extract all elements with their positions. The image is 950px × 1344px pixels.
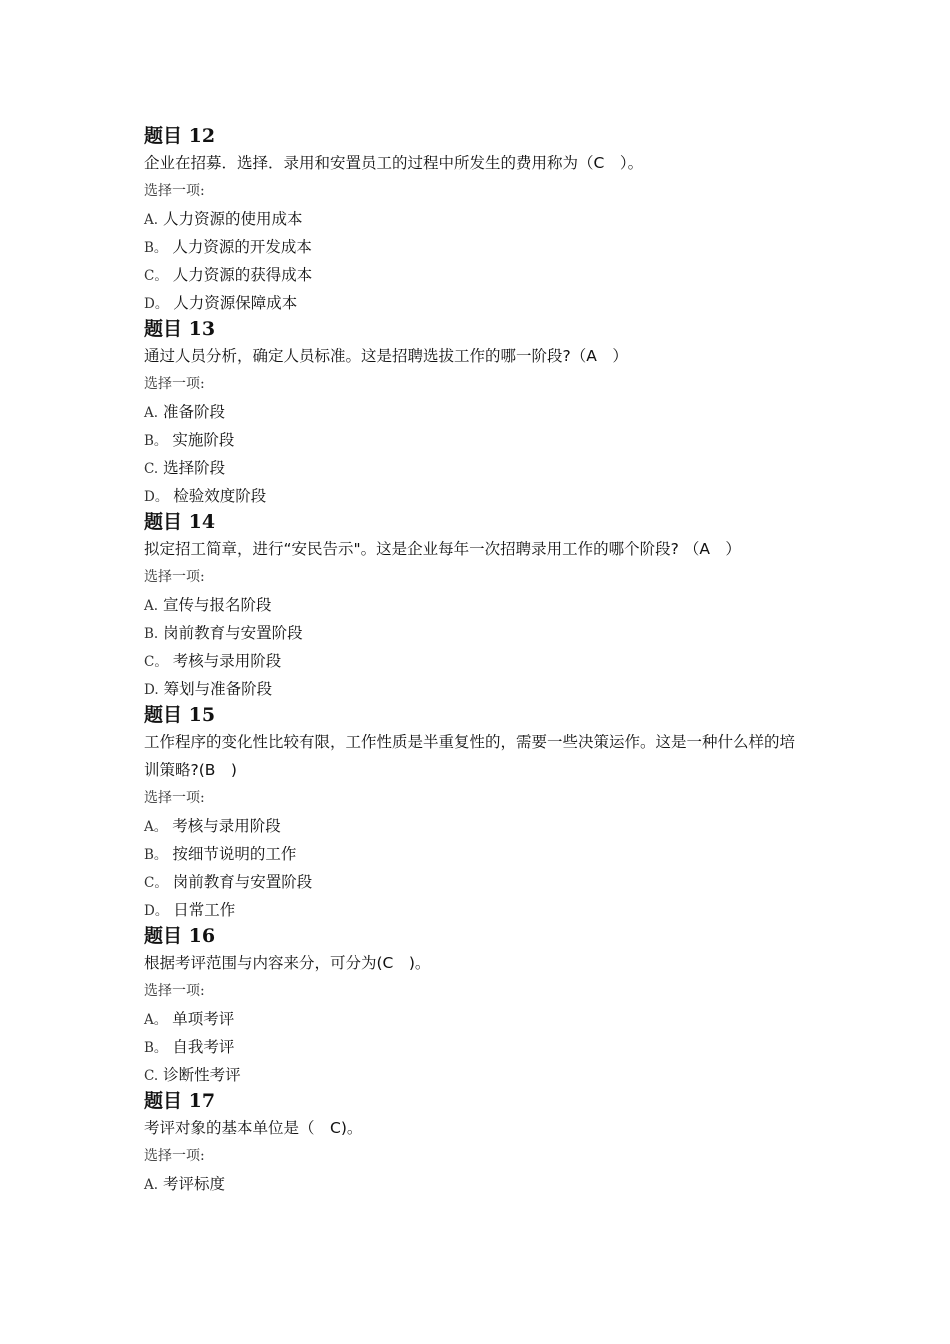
option-d[interactable]	[144, 289, 824, 317]
option-a[interactable]	[144, 398, 824, 426]
option-a[interactable]	[144, 812, 824, 840]
option-text: 选择阶段	[163, 459, 226, 477]
option-text: 考评标度	[162, 1175, 225, 1193]
option-text: 检验效度阶段	[173, 487, 267, 505]
option-a[interactable]	[144, 591, 824, 619]
option-key: B。	[144, 433, 168, 449]
option-key: A.	[144, 405, 159, 421]
question-12	[144, 124, 824, 317]
option-a[interactable]	[144, 1005, 824, 1033]
option-key: D。	[144, 296, 169, 312]
option-b[interactable]	[144, 1033, 824, 1061]
option-text: 岗前教育与安置阶段	[163, 624, 303, 642]
option-text: 准备阶段	[162, 403, 225, 421]
choose-one-prompt: 选择一项:	[144, 1148, 205, 1164]
question-title: 题目 17	[144, 1090, 216, 1112]
option-c[interactable]	[144, 647, 824, 675]
option-key: A。	[144, 1012, 168, 1028]
question-title: 题目 12	[144, 125, 216, 147]
choose-one-prompt: 选择一项:	[144, 983, 205, 999]
option-key: C。	[144, 654, 168, 670]
choose-one-prompt: 选择一项:	[144, 790, 205, 806]
option-key: A.	[144, 1177, 159, 1193]
question-title: 题目 13	[144, 318, 216, 340]
question-16	[144, 924, 824, 1089]
option-text: 人力资源的使用成本	[162, 210, 303, 228]
option-text: 人力资源的开发成本	[172, 238, 312, 256]
option-d[interactable]	[144, 482, 824, 510]
option-text: 岗前教育与安置阶段	[172, 873, 313, 891]
option-c[interactable]	[144, 1061, 824, 1089]
option-b[interactable]	[144, 840, 824, 868]
option-d[interactable]	[144, 896, 824, 924]
option-c[interactable]	[144, 261, 824, 289]
option-text: 考核与录用阶段	[172, 652, 282, 670]
option-d[interactable]	[144, 675, 824, 703]
question-15	[144, 703, 824, 924]
option-key: B。	[144, 1040, 168, 1056]
question-title: 题目 15	[144, 704, 216, 726]
option-key: C。	[144, 875, 168, 891]
question-text: 通过人员分析，确定人员标准。这是招聘选拔工作的哪一阶段?（A ）	[144, 347, 628, 365]
option-text: 人力资源的获得成本	[172, 266, 313, 284]
question-title: 题目 14	[144, 511, 216, 533]
question-text: 拟定招工简章，进行“安民告示"。这是企业每年一次招聘录用工作的哪个阶段? （A ）	[144, 540, 741, 558]
option-key: C。	[144, 268, 168, 284]
option-text: 诊断性考评	[163, 1066, 241, 1084]
option-key: A.	[144, 598, 159, 614]
choose-one-prompt: 选择一项:	[144, 569, 205, 585]
option-text: 考核与录用阶段	[172, 817, 281, 835]
option-text: 实施阶段	[172, 431, 235, 449]
option-c[interactable]	[144, 454, 824, 482]
option-a[interactable]	[144, 205, 824, 233]
option-key: D.	[144, 682, 159, 698]
question-text: 企业在招募．选择．录用和安置员工的过程中所发生的费用称为（C ）。	[144, 154, 644, 172]
option-b[interactable]	[144, 233, 824, 261]
option-text: 单项考评	[172, 1010, 235, 1028]
choose-one-prompt: 选择一项:	[144, 376, 205, 392]
option-c[interactable]	[144, 868, 824, 896]
option-text: 人力资源保障成本	[173, 294, 298, 312]
option-text: 日常工作	[173, 901, 236, 919]
question-title: 题目 16	[144, 925, 216, 947]
option-a[interactable]	[144, 1170, 824, 1198]
question-13	[144, 317, 824, 510]
option-text: 筹划与准备阶段	[163, 680, 273, 698]
option-key: A。	[144, 819, 168, 835]
option-key: C.	[144, 461, 159, 477]
option-key: D。	[144, 903, 169, 919]
option-key: B。	[144, 240, 168, 256]
question-text: 考评对象的基本单位是（ C)。	[144, 1119, 363, 1137]
choose-one-prompt: 选择一项:	[144, 183, 205, 199]
question-text: 工作程序的变化性比较有限，工作性质是半重复性的，需要一些决策运作。这是一种什么样的培训策略?(B )	[144, 733, 796, 779]
option-key: C.	[144, 1068, 159, 1084]
option-b[interactable]	[144, 426, 824, 454]
option-key: D。	[144, 489, 169, 505]
option-key: B.	[144, 626, 159, 642]
option-text: 自我考评	[172, 1038, 235, 1056]
question-text: 根据考评范围与内容来分，可分为(C )。	[144, 954, 431, 972]
document-body	[144, 124, 824, 1198]
question-14	[144, 510, 824, 703]
option-text: 宣传与报名阶段	[162, 596, 272, 614]
option-key: A.	[144, 212, 159, 228]
question-17	[144, 1089, 824, 1198]
option-text: 按细节说明的工作	[172, 845, 297, 863]
option-b[interactable]	[144, 619, 824, 647]
option-key: B。	[144, 847, 168, 863]
